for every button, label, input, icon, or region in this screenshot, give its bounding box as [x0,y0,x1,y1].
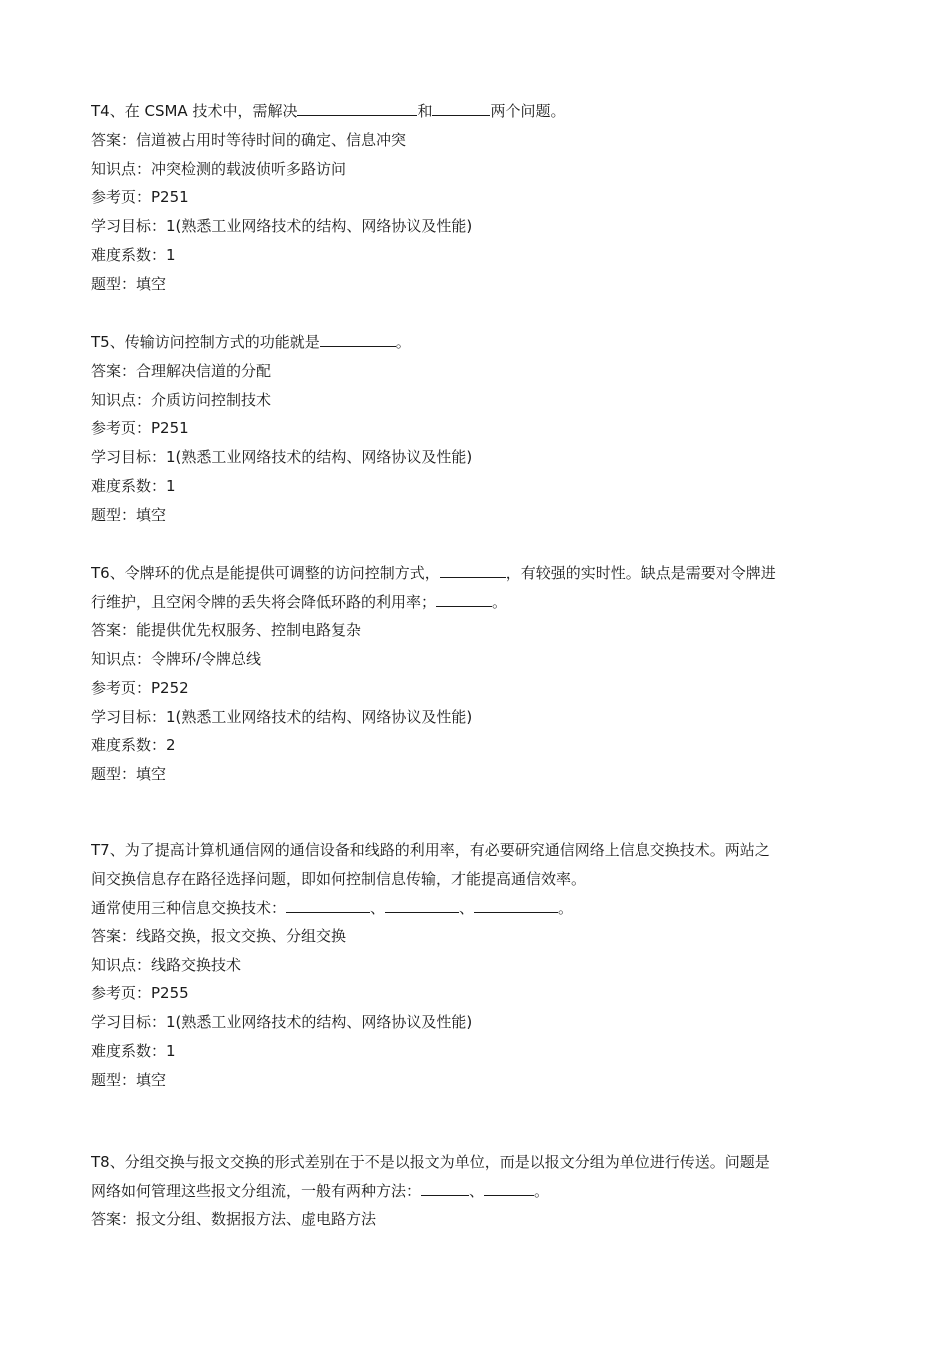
goal-line: 学习目标：1(熟悉工业网络技术的结构、网络协议及性能) [91,448,473,466]
page-ref-line: 参考页：P251 [91,419,189,437]
question-t8-stem-cont [91,1179,851,1203]
stem-text: 行维护，且空闲令牌的丢失将会降低环路的利用率； [91,593,437,611]
goal-line: 学习目标：1(熟悉工业网络技术的结构、网络协议及性能) [91,217,473,235]
stem-text: T4、在 CSMA 技术中，需解决 [91,102,298,120]
question-t4-stem [91,99,851,123]
type-line: 题型：填空 [91,765,167,783]
answer-blank [385,896,459,913]
knowledge-line: 知识点：冲突检测的载波侦听多路访问 [91,160,347,178]
question-t7-stem-blanks [91,896,851,920]
knowledge-line: 知识点：线路交换技术 [91,956,242,974]
page-ref-line: 参考页：P251 [91,188,189,206]
stem-text: T8、分组交换与报文交换的形式差别在于不是以报文为单位，而是以报文分组为单位进行传送。问题是 [91,1153,770,1171]
question-t8-stem [91,1150,851,1174]
stem-text: 通常使用三种信息交换技术： [91,899,287,917]
question-t7-stem-cont [91,867,851,891]
answer-blank [474,896,558,913]
difficulty-line: 难度系数：1 [91,246,176,264]
answer-line: 答案：合理解决信道的分配 [91,362,272,380]
answer-blank [484,1179,534,1196]
stem-text: T6、令牌环的优点是能提供可调整的访问控制方式， [91,564,440,582]
answer-blank [286,896,370,913]
difficulty-line: 难度系数：1 [91,477,176,495]
stem-text: 。 [395,333,411,351]
goal-line: 学习目标：1(熟悉工业网络技术的结构、网络协议及性能) [91,708,473,726]
question-t5-stem [91,330,851,354]
stem-text: 。 [534,1182,550,1200]
type-line: 题型：填空 [91,506,167,524]
question-t7-stem [91,838,851,862]
answer-line: 答案：信道被占用时等待时间的确定、信息冲突 [91,131,407,149]
stem-text: 网络如何管理这些报文分组流，一般有两种方法： [91,1182,422,1200]
page-ref-line: 参考页：P252 [91,679,189,697]
stem-text: T7、为了提高计算机通信网的通信设备和线路的利用率，有必要研究通信网络上信息交换技术。两站之 [91,841,770,859]
answer-blank [436,590,492,607]
answer-blank [440,561,506,578]
knowledge-line: 知识点：介质访问控制技术 [91,391,272,409]
difficulty-line: 难度系数：2 [91,736,176,754]
page-ref-line: 参考页：P255 [91,984,189,1002]
stem-text: T5、传输访问控制方式的功能就是 [91,333,320,351]
answer-line: 答案：能提供优先权服务、控制电路复杂 [91,621,362,639]
stem-text: 、 [459,899,475,917]
question-t6-stem-cont [91,590,851,614]
answer-blank [432,99,490,116]
difficulty-line: 难度系数：1 [91,1042,176,1060]
stem-text: 。 [492,593,508,611]
answer-blank [297,99,417,116]
stem-text: 、 [469,1182,485,1200]
goal-line: 学习目标：1(熟悉工业网络技术的结构、网络协议及性能) [91,1013,473,1031]
stem-text: 。 [558,899,574,917]
stem-text: 、 [370,899,386,917]
type-line: 题型：填空 [91,275,167,293]
question-t6-stem [91,561,851,585]
stem-text: 和 [417,102,433,120]
answer-blank [320,330,396,347]
answer-blank [421,1179,469,1196]
answer-line: 答案：线路交换，报文交换、分组交换 [91,927,347,945]
stem-text: ，有较强的实时性。缺点是需要对令牌进 [505,564,776,582]
stem-text: 间交换信息存在路径选择问题，即如何控制信息传输，才能提高通信效率。 [91,870,587,888]
answer-line: 答案：报文分组、数据报方法、虚电路方法 [91,1210,377,1228]
type-line: 题型：填空 [91,1071,167,1089]
stem-text: 两个问题。 [490,102,566,120]
knowledge-line: 知识点：令牌环/令牌总线 [91,650,262,668]
